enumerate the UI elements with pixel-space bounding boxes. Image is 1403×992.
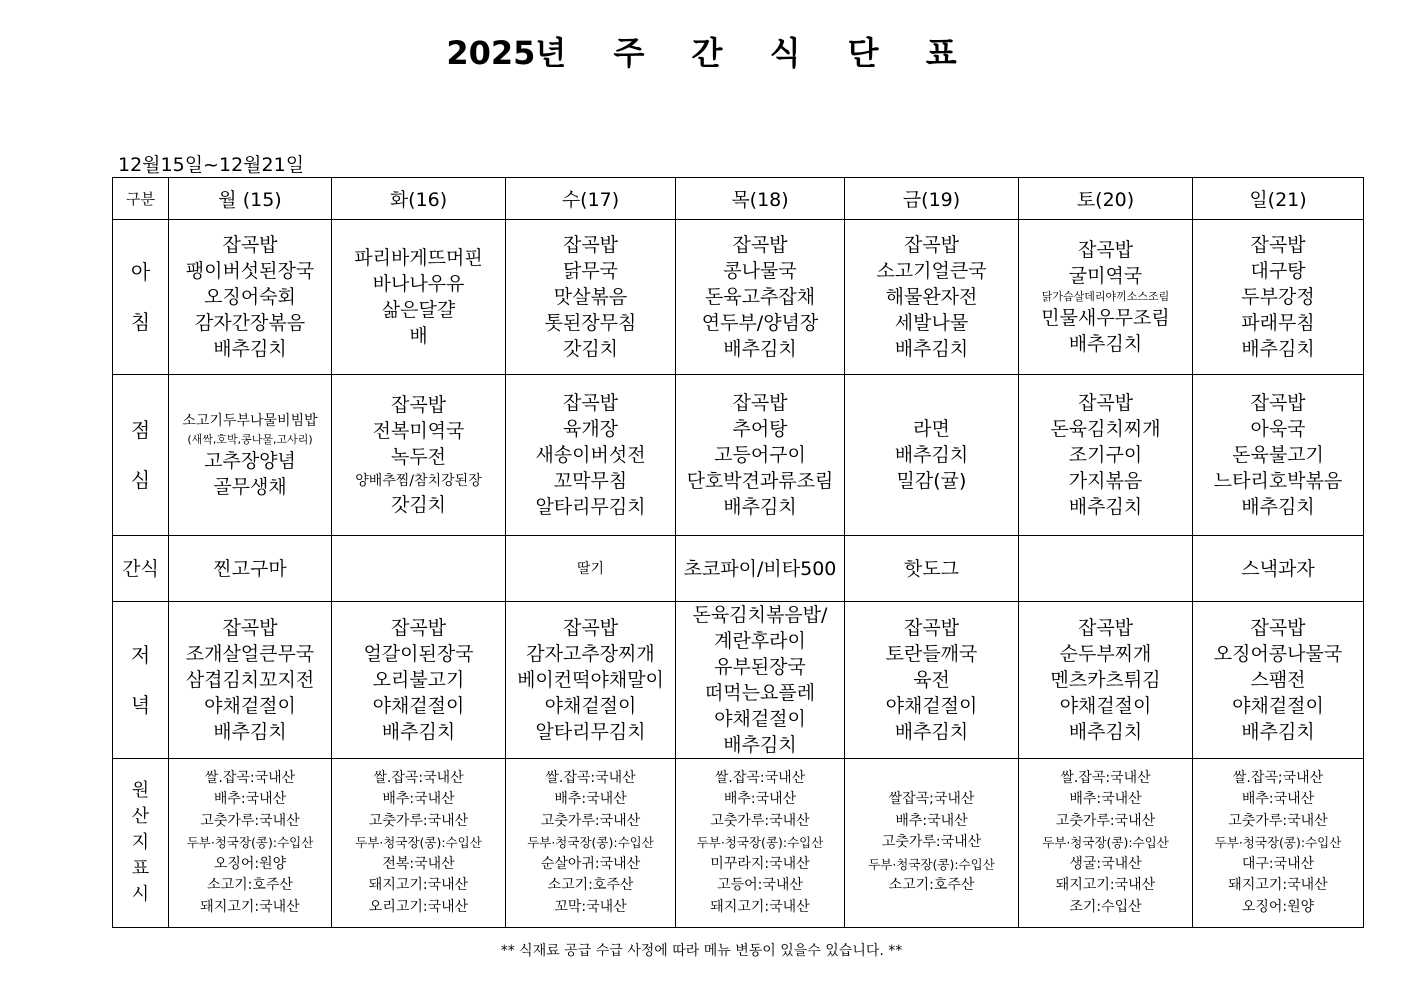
menu-item: 핫도그 (903, 557, 960, 580)
menu-item: 갓김치 (390, 494, 447, 516)
menu-item: 초코파이/비타500 (683, 557, 837, 580)
menu-item: 아욱국 (1250, 418, 1306, 440)
menu-item: 팽이버섯된장국 (185, 260, 315, 282)
menu-item: 골무생채 (213, 476, 287, 498)
menu-item: 잡곡밥 (222, 617, 278, 639)
menu-item: 고추장양념 (204, 450, 296, 472)
origin-cell (169, 759, 332, 928)
origin-item: 배추:국내산 (1241, 791, 1315, 808)
category-breakfast (113, 220, 169, 375)
origin-item: 고춧가루:국내산 (200, 812, 300, 829)
menu-item: 잡곡밥 (1250, 617, 1306, 639)
origin-item: 쌀잡곡;국내산 (888, 791, 975, 808)
origin-item: 배추:국내산 (554, 791, 627, 808)
menu-item: 맛살볶음 (553, 286, 628, 308)
breakfast-cell (169, 220, 332, 375)
origin-item: 두부·청국장(콩):수입산 (186, 835, 314, 851)
menu-item: 잡곡밥 (1077, 239, 1134, 261)
menu-item: 배추김치 (894, 444, 969, 466)
menu-item: 닭무국 (562, 260, 619, 282)
menu-item: 굴미역국 (1068, 265, 1143, 287)
origin-item: 쌀.잡곡:국내산 (1060, 769, 1151, 786)
menu-item: 스낵과자 (1241, 557, 1315, 580)
menu-item: 야채겉절이 (714, 708, 806, 730)
menu-item: 전복미역국 (372, 420, 465, 442)
menu-item: 단호박견과류조림 (686, 470, 834, 492)
menu-item: 돈육불고기 (1232, 444, 1324, 466)
header-day: 화(16) (332, 178, 506, 220)
origin-item: 생굴:국내산 (1069, 855, 1142, 872)
origin-item: 배추:국내산 (1069, 791, 1142, 808)
snack-cell (332, 536, 506, 602)
menu-item: 배추김치 (894, 721, 969, 743)
menu-item: 야채겉절이 (885, 695, 978, 717)
menu-item: 야채겉절이 (372, 695, 465, 717)
menu-item: 새송이버섯전 (535, 444, 646, 466)
origin-item: 고춧가루:국내산 (881, 834, 982, 851)
menu-item: 배 (409, 325, 428, 347)
dinner-row (113, 602, 1364, 759)
menu-item: 배추김치 (213, 721, 287, 743)
origin-item: 고춧가루:국내산 (710, 812, 810, 829)
menu-item: 잡곡밥 (1250, 234, 1306, 256)
header-day: 토(20) (1019, 178, 1193, 220)
origin-item: 돼지고기:국내산 (200, 898, 300, 915)
menu-item: 잡곡밥 (562, 234, 619, 256)
menu-item: 떠먹는요플레 (704, 682, 816, 704)
lunch-row (113, 375, 1364, 536)
menu-item: (새싹,호박,콩나물,고사리) (187, 433, 313, 446)
menu-item: 오리불고기 (372, 669, 465, 691)
header-day: 목(18) (676, 178, 845, 220)
menu-item: 밀감(귤) (896, 470, 967, 492)
category-char: 시 (131, 884, 150, 905)
origin-item: 소고기:호주산 (888, 877, 975, 894)
menu-item: 유부된장국 (714, 656, 806, 678)
dinner-cell (845, 602, 1019, 759)
breakfast-cell (1019, 220, 1193, 375)
menu-item: 배추김치 (1241, 721, 1315, 743)
lunch-cell (1193, 375, 1364, 536)
menu-item: 파리바게뜨머핀 (354, 247, 483, 269)
menu-item: 잡곡밥 (562, 617, 619, 639)
origin-item: 전복:국내산 (382, 855, 455, 872)
category-char: 저 (130, 643, 151, 667)
menu-item: 순두부찌개 (1059, 643, 1152, 665)
origin-cell (845, 759, 1019, 928)
menu-item: 두부강정 (1241, 286, 1315, 308)
menu-item: 감자고추장찌개 (526, 643, 655, 665)
menu-item: 느타리호박볶음 (1213, 470, 1343, 492)
menu-item: 닭가슴살데리야끼소스조림 (1041, 290, 1170, 303)
menu-item: 돈육고추잡채 (704, 286, 816, 308)
origin-item: 두부·청국장(콩):수입산 (1214, 835, 1342, 851)
menu-item: 잡곡밥 (390, 617, 447, 639)
lunch-cell (1019, 375, 1193, 536)
origin-item: 쌀.잡곡;국내산 (1232, 769, 1324, 786)
menu-item: 추어탕 (732, 418, 788, 440)
origin-item: 대구:국내산 (1241, 855, 1315, 872)
menu-item: 배추김치 (894, 338, 969, 360)
menu-item: 배추김치 (1068, 333, 1143, 355)
menu-item: 육개장 (562, 418, 619, 440)
menu-item: 얼갈이된장국 (363, 643, 474, 665)
origin-item: 소고기:호주산 (547, 877, 634, 894)
breakfast-cell (676, 220, 845, 375)
origin-item: 돼지고기:국내산 (1055, 877, 1156, 894)
menu-item: 잡곡밥 (1250, 392, 1306, 414)
menu-item: 콩나물국 (723, 260, 797, 282)
origin-item: 돼지고기:국내산 (368, 877, 469, 894)
menu-item: 고등어구이 (714, 444, 806, 466)
menu-item: 베이컨떡야채말이 (517, 669, 664, 691)
menu-item: 배추김치 (1068, 721, 1143, 743)
menu-item: 야채겉절이 (1059, 695, 1152, 717)
menu-item: 스팸전 (1250, 669, 1306, 691)
lunch-cell (332, 375, 506, 536)
lunch-cell (169, 375, 332, 536)
snack-cell (506, 536, 676, 602)
menu-item: 야채겉절이 (204, 695, 296, 717)
origin-cell (332, 759, 506, 928)
origin-item: 꼬막:국내산 (554, 898, 627, 915)
menu-item: 잡곡밥 (903, 234, 960, 256)
date-range: 12월15일~12월21일 (118, 154, 305, 176)
origin-item: 고춧가루:국내산 (540, 812, 641, 829)
menu-item: 삼겹김치꼬지전 (185, 669, 315, 691)
origin-item: 두부·청국장(콩):수입산 (355, 835, 482, 851)
menu-item: 잡곡밥 (732, 234, 788, 256)
origin-item: 미꾸라지:국내산 (710, 855, 810, 872)
menu-item: 가지볶음 (1068, 470, 1143, 492)
origin-cell (506, 759, 676, 928)
origin-item: 쌀.잡곡:국내산 (373, 769, 464, 786)
title-char: 식 (769, 34, 801, 72)
snack-cell (1193, 536, 1364, 602)
menu-item: 파래무침 (1241, 312, 1315, 334)
snack-cell (1019, 536, 1193, 602)
category-lunch (113, 375, 169, 536)
snack-row (113, 536, 1364, 602)
menu-table (112, 177, 1364, 928)
menu-item: 꼬막무침 (553, 470, 628, 492)
lunch-cell (676, 375, 845, 536)
origin-item: 순살아귀:국내산 (540, 855, 641, 872)
breakfast-cell (332, 220, 506, 375)
dinner-cell (676, 602, 845, 759)
origin-item: 조기:수입산 (1069, 898, 1142, 915)
menu-item: 배추김치 (723, 496, 797, 518)
category-dinner (113, 602, 169, 759)
dinner-cell (1019, 602, 1193, 759)
menu-item: 배추김치 (1241, 338, 1315, 360)
header-row (113, 178, 1364, 220)
origin-item: 오리고기:국내산 (368, 898, 469, 915)
header-corner: 구분 (113, 178, 169, 220)
category-snack: 간식 (113, 536, 169, 602)
menu-item: 멘츠카츠튀김 (1050, 669, 1161, 691)
origin-row (113, 759, 1364, 928)
menu-item: 바나나우유 (372, 273, 465, 295)
menu-item: 연두부/양념장 (701, 312, 819, 334)
menu-item: 잡곡밥 (390, 394, 447, 416)
menu-item: 오징어숙회 (204, 286, 296, 308)
category-char: 녁 (130, 693, 151, 717)
header-day: 수(17) (506, 178, 676, 220)
footer-notice: ** 식재료 공급 수급 사정에 따라 메뉴 변동이 있을수 있습니다. ** (500, 943, 903, 959)
menu-item: 갓김치 (562, 338, 619, 360)
snack-cell (676, 536, 845, 602)
menu-item: 조기구이 (1068, 444, 1143, 466)
origin-item: 오징어:원양 (1241, 898, 1315, 915)
breakfast-cell (506, 220, 676, 375)
category-origin (113, 759, 169, 928)
menu-item: 딸기 (576, 560, 605, 577)
menu-item: 소고기두부나물비빔밥 (182, 413, 318, 429)
origin-item: 고춧가루:국내산 (1055, 812, 1156, 829)
menu-item: 잡곡밥 (562, 392, 619, 414)
menu-item: 배추김치 (723, 338, 797, 360)
menu-item: 감자간장볶음 (194, 312, 306, 334)
category-char: 원 (131, 780, 150, 801)
origin-cell (676, 759, 845, 928)
menu-item: 소고기얼큰국 (876, 260, 987, 282)
dinner-cell (506, 602, 676, 759)
menu-item: 배추김치 (723, 734, 797, 756)
menu-item: 오징어콩나물국 (1213, 643, 1343, 665)
menu-item: 알타리무김치 (535, 496, 646, 518)
origin-item: 배추:국내산 (895, 812, 968, 829)
menu-item: 배추김치 (1068, 496, 1143, 518)
dinner-cell (332, 602, 506, 759)
title-char: 단 (847, 34, 879, 72)
menu-item: 알타리무김치 (535, 721, 646, 743)
category-char: 산 (131, 806, 150, 827)
title-char: 표 (925, 34, 957, 72)
category-char: 표 (131, 858, 150, 879)
menu-item: 대구탕 (1250, 260, 1306, 282)
title-char: 간 (691, 34, 723, 72)
menu-item: 해물완자전 (885, 286, 978, 308)
menu-item: 잡곡밥 (1077, 392, 1134, 414)
menu-item: 토란들깨국 (885, 643, 978, 665)
menu-item: 라면 (913, 418, 950, 440)
origin-item: 돼지고기:국내산 (710, 898, 810, 915)
dinner-cell (1193, 602, 1364, 759)
origin-cell (1193, 759, 1364, 928)
lunch-cell (506, 375, 676, 536)
category-char: 침 (130, 310, 151, 334)
origin-item: 오징어:원양 (213, 855, 287, 872)
origin-item: 두부·청국장(콩):수입산 (696, 835, 824, 851)
menu-item: 조개살얼큰무국 (185, 643, 315, 665)
menu-item: 돈육김치찌개 (1050, 418, 1161, 440)
title-char: 주 (613, 34, 645, 72)
header-day: 금(19) (845, 178, 1019, 220)
origin-item: 쌀.잡곡:국내산 (204, 769, 296, 786)
menu-item: 민물새우무조림 (1041, 307, 1170, 329)
menu-item: 양배추찜/참치강된장 (355, 473, 482, 489)
menu-item: 잡곡밥 (903, 617, 960, 639)
snack-cell (169, 536, 332, 602)
snack-cell (845, 536, 1019, 602)
origin-item: 두부·청국장(콩):수입산 (868, 856, 995, 872)
origin-item: 쌀.잡곡:국내산 (714, 769, 806, 786)
menu-item: 야채겉절이 (1232, 695, 1324, 717)
breakfast-cell (1193, 220, 1364, 375)
dinner-cell (169, 602, 332, 759)
origin-item: 돼지고기:국내산 (1228, 877, 1328, 894)
origin-item: 고춧가루:국내산 (1228, 812, 1328, 829)
menu-item: 잡곡밥 (732, 392, 788, 414)
header-day: 월 (15) (169, 178, 332, 220)
title-year: 2025년 (446, 34, 567, 72)
breakfast-row (113, 220, 1364, 375)
origin-item: 배추:국내산 (382, 791, 455, 808)
menu-item: 잡곡밥 (222, 234, 278, 256)
menu-item: 돈육김치볶음밥/ (692, 604, 828, 626)
menu-item: 계란후라이 (714, 630, 806, 652)
menu-item: 배추김치 (213, 338, 287, 360)
origin-item: 배추:국내산 (213, 791, 287, 808)
category-char: 아 (130, 260, 151, 284)
menu-item: 톳된장무침 (544, 312, 637, 334)
page-title (0, 28, 1403, 74)
menu-item: 세발나물 (894, 312, 969, 334)
menu-item: 배추김치 (381, 721, 456, 743)
menu-item: 잡곡밥 (1077, 617, 1134, 639)
category-char: 지 (131, 832, 150, 853)
origin-item: 두부·청국장(콩):수입산 (1042, 835, 1169, 851)
origin-cell (1019, 759, 1193, 928)
origin-item: 고춧가루:국내산 (368, 812, 469, 829)
breakfast-cell (845, 220, 1019, 375)
menu-item: 육전 (913, 669, 950, 691)
origin-item: 쌀.잡곡:국내산 (545, 769, 636, 786)
origin-item: 소고기:호주산 (207, 877, 293, 894)
menu-item: 찐고구마 (213, 557, 287, 580)
origin-item: 배추:국내산 (723, 791, 797, 808)
origin-item: 두부·청국장(콩):수입산 (527, 835, 654, 851)
category-char: 점 (130, 418, 151, 442)
category-char: 심 (130, 468, 151, 492)
menu-item: 녹두전 (390, 446, 447, 468)
lunch-cell (845, 375, 1019, 536)
menu-item: 야채겉절이 (544, 695, 637, 717)
header-day: 일(21) (1193, 178, 1364, 220)
menu-item: 배추김치 (1241, 496, 1315, 518)
menu-item: 삶은달걀 (381, 299, 456, 321)
origin-item: 고등어:국내산 (717, 877, 803, 894)
